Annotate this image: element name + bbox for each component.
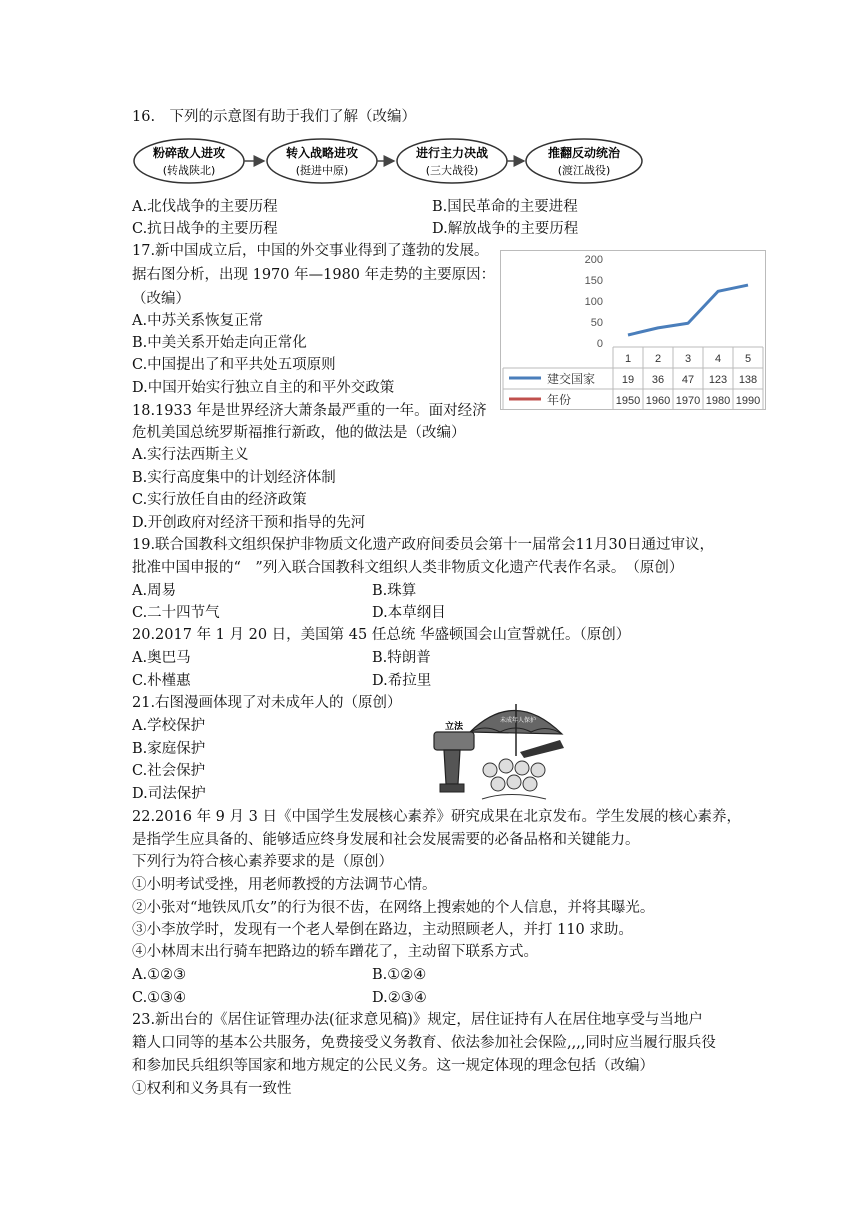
q17-option-d: D.中国开始实行独立自主的和平外交政策 [132,380,395,396]
flow-step-2-top: 转入战略进攻 [285,146,359,160]
q22-option-a: A.①②③ [132,967,187,983]
q23-item-1: ①权利和义务具有一致性 [132,1081,292,1097]
q22-item-3: ③小李放学时，发现有一个老人晕倒在路边，主动照顾老人，并打 110 求助。 [132,922,633,938]
q21-option-b: B.家庭保护 [132,741,206,757]
x-tick-label: 4 [714,353,722,365]
arm [520,740,564,758]
q20-option-d: D.希拉里 [372,673,432,689]
q20-option-c: C.朴槿惠 [132,673,191,689]
q16-option-c: C.抗日战争的主要历程 [132,221,278,237]
q19-stem-2: 批准中国申报的“ ”列入联合国教科文组织人类非物质文化遗产代表作名录。 （原创） [132,560,684,576]
q16-option-b: B.国民革命的主要进程 [432,199,578,215]
series-line-建交国家 [628,285,748,335]
flow-step-4-bottom: (渡江战役) [557,164,611,177]
flow-step-1-top: 粉碎敌人进攻 [152,146,226,160]
q19-option-b: B.珠算 [372,583,417,599]
flow-step-2 [267,139,377,183]
q19-option-d: D.本草纲目 [372,605,446,621]
q22-stem-1: 22.2016 年 9 月 3 日《中国学生发展核心素养》研究成果在北京发布。学生发展的核心素养， [132,809,741,825]
y-tick-label: 150 [584,275,603,287]
y-tick-label: 0 [596,338,603,350]
q21-option-a: A.学校保护 [132,718,206,734]
q20-option-b: B.特朗普 [372,650,431,666]
q16-stem: 16. 下列的示意图有助于我们了解（改编） [132,109,417,125]
q22-item-1: ①小明考试受挫，用老师教授的方法调节心情。 [132,877,437,893]
q18-option-b: B.实行高度集中的计划经济体制 [132,470,336,486]
q21-cartoon-image [430,694,580,804]
legend-label: 年份 [547,393,572,407]
q19-stem-1: 19.联合国教科文组织保护非物质文化遗产政府间委员会第十一届常会11月30日通过审议， [132,537,714,553]
umbrella-label: 未成年人保护 [499,717,537,724]
data-label: 1990 [735,395,761,407]
y-tick-label: 200 [584,254,603,266]
data-label: 19 [621,374,635,386]
q22-option-c: C.①③④ [132,990,187,1006]
q21-stem: 21.右图漫画体现了对未成年人的（原创） [132,695,402,711]
flow-step-1-bottom: (转战陕北) [162,164,216,177]
q19-option-a: A.周易 [132,583,177,599]
q18-option-a: A.实行法西斯主义 [132,447,249,463]
data-label: 138 [738,374,758,386]
q16-flow-diagram [132,136,652,186]
stamp-head [434,732,474,750]
q18-stem-2: 危机美国总统罗斯福推行新政，他的做法是（改编） [132,425,466,441]
y-tick-label: 50 [590,317,603,329]
q22-option-d: D.②③④ [372,990,427,1006]
q22-stem-2: 是指学生应具备的、能够适应终身发展和社会发展需要的必备品格和关键能力。 [132,832,640,848]
x-tick-label: 3 [684,353,692,365]
q16-option-a: A.北伐战争的主要历程 [132,199,278,215]
q22-stem-3: 下列行为符合核心素养要求的是（原创） [132,854,393,870]
q21-option-c: C.社会保护 [132,763,206,779]
children-group [482,759,546,799]
flow-step-3 [397,139,507,183]
stamp-handle [444,750,460,784]
data-label: 1960 [645,395,671,407]
q19-option-c: C.二十四节气 [132,605,220,621]
data-label: 1970 [675,395,701,407]
q17-option-a: A.中苏关系恢复正常 [132,313,264,329]
q22-option-b: B.①②④ [372,967,427,983]
q17-line-chart [500,250,766,410]
q22-item-2: ②小张对“地铁凤爪女”的行为很不齿，在网络上搜索她的个人信息，并将其曝光。 [132,900,655,916]
q20-option-a: A.奥巴马 [132,650,191,666]
data-label: 1950 [615,395,641,407]
q18-option-d: D.开创政府对经济干预和指导的先河 [132,515,366,531]
q17-stem-1: 17.新中国成立后，中国的外交事业得到了蓬勃的发展。 [132,243,489,259]
flow-step-4-top: 推翻反动统治 [547,146,621,160]
stamp-label: 立法 [444,722,464,732]
q23-stem-3: 和参加民兵组织等国家和地方规定的公民义务。这一规定体现的理念包括（改编） [132,1058,654,1074]
q18-stem-1: 18.1933 年是世界经济大萧条最严重的一年。面对经济 [132,403,487,419]
legend-label: 建交国家 [547,372,596,386]
q23-stem-2: 籍人口同等的基本公共服务，免费接受义务教育、依法参加社会保险,,,,同时应当履行服兵役 [132,1035,716,1051]
flow-step-3-top: 进行主力决战 [415,146,489,160]
q22-item-4: ④小林周末出行骑车把路边的轿车蹭花了，主动留下联系方式。 [132,944,538,960]
x-tick-label: 2 [654,353,662,365]
data-label: 36 [651,374,665,386]
x-tick-label: 5 [744,353,752,365]
y-tick-label: 100 [584,296,603,308]
q20-stem: 20.2017 年 1 月 20 日，美国第 45 任总统 华盛顿国会山宣誓就任。（原创） [132,627,631,643]
q18-option-c: C.实行放任自由的经济政策 [132,492,307,508]
data-label: 123 [708,374,728,386]
q21-option-d: D.司法保护 [132,786,206,802]
flow-step-1 [134,139,244,183]
q17-stem-3: （改编） [132,291,190,307]
q17-option-c: C.中国提出了和平共处五项原则 [132,357,336,373]
data-label: 1980 [705,395,731,407]
data-label: 47 [681,374,695,386]
flow-step-2-bottom: (挺进中原) [295,164,349,177]
flow-step-3-bottom: (三大战役) [425,164,479,177]
q16-option-d: D.解放战争的主要历程 [432,221,579,237]
q17-option-b: B.中美关系开始走向正常化 [132,335,307,351]
x-tick-label: 1 [624,353,632,365]
flow-step-4 [526,139,642,183]
q23-stem-1: 23.新出台的《居住证管理办法(征求意见稿)》规定，居住证持有人在居住地享受与当地户 [132,1012,703,1028]
q17-stem-2: 据右图分析，出现 1970 年—1980 年走势的主要原因： [132,267,496,283]
